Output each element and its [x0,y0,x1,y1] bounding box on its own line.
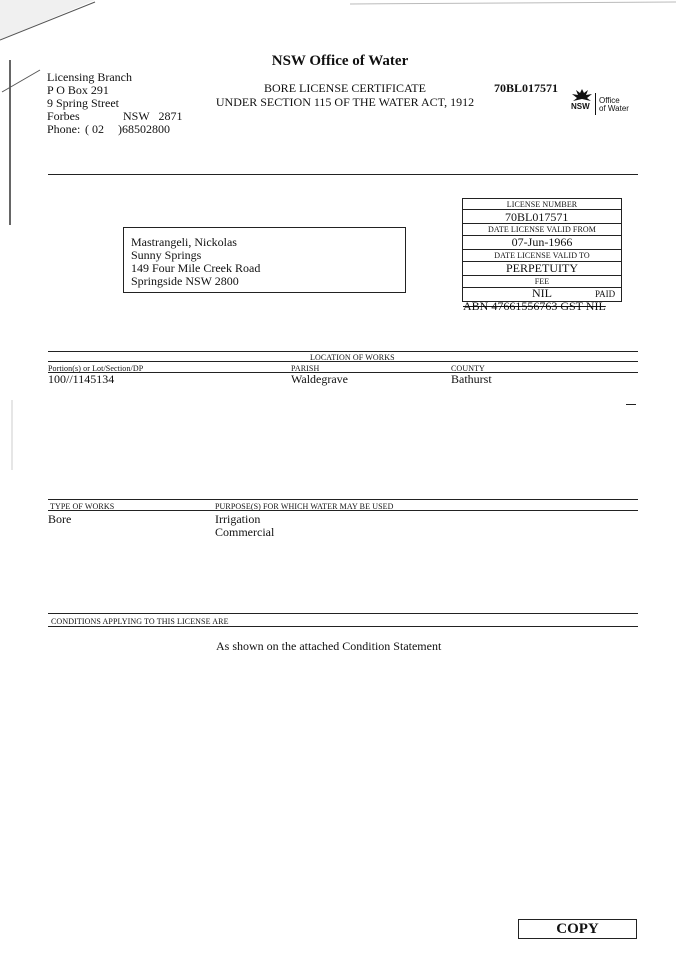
fee-value: NIL [532,286,552,300]
parish-label: PARISH [291,364,320,373]
purpose-item: Commercial [215,525,275,539]
parish-value: Waldegrave [291,372,348,386]
sender-phone-label: Phone: [47,122,81,136]
location-section-label: LOCATION OF WORKS [310,353,395,362]
addressee-property: Sunny Springs [131,248,202,262]
county-label: COUNTY [451,364,485,373]
purpose-label: PURPOSE(S) FOR WHICH WATER MAY BE USED [215,502,394,511]
logo-nsw: NSW [571,102,590,111]
header-rule [48,174,638,175]
license-number: 70BL017571 [505,210,569,224]
certificate-title: BORE LICENSE CERTIFICATE [264,81,426,95]
license-number-label: LICENSE NUMBER [506,200,578,209]
county-value: Bathurst [451,372,492,386]
conditions-label: CONDITIONS APPLYING TO THIS LICENSE ARE [51,617,229,626]
logo-of-water: of Water [599,104,629,113]
sender-town: Forbes [47,109,80,123]
addressee-street: 149 Four Mile Creek Road [131,261,261,275]
sender-phone-number: )68502800 [118,122,170,136]
abn-line: ABN 47661556763 GST NIL [463,299,606,313]
addressee-name: Mastrangeli, Nickolas [131,235,237,249]
sender-line2: P O Box 291 [47,83,109,97]
act-line: UNDER SECTION 115 OF THE WATER ACT, 1912 [215,95,475,109]
portion-value: 100//1145134 [48,372,115,386]
valid-to-value: PERPETUITY [506,261,578,275]
copy-stamp: COPY [518,919,637,939]
sender-state-postcode: NSW 2871 [123,109,183,123]
fee-paid: PAID [595,289,616,299]
license-ref: 70BL017571 [494,81,559,95]
sender-phone-area: ( 02 [85,122,104,136]
logo-divider [595,93,596,115]
valid-from-value: 07-Jun-1966 [511,235,573,249]
type-of-works-label: TYPE OF WORKS [50,502,115,511]
logo-office: Office [599,96,620,105]
type-of-works-value: Bore [48,512,72,526]
agency-title: NSW Office of Water [271,53,409,69]
portion-label: Portion(s) or Lot/Section/DP [48,364,144,373]
fee-label: FEE [534,277,550,286]
addressee-locality: Springside NSW 2800 [131,274,239,288]
nsw-logo [568,88,638,118]
sender-line3: 9 Spring Street [47,96,119,110]
conditions-text: As shown on the attached Condition Statement [216,639,442,653]
valid-to-label: DATE LICENSE VALID TO [494,251,590,260]
sender-line1: Licensing Branch [47,70,132,84]
purpose-item: Irrigation [215,512,261,526]
valid-from-label: DATE LICENSE VALID FROM [487,225,596,234]
waratah-icon [570,88,594,102]
